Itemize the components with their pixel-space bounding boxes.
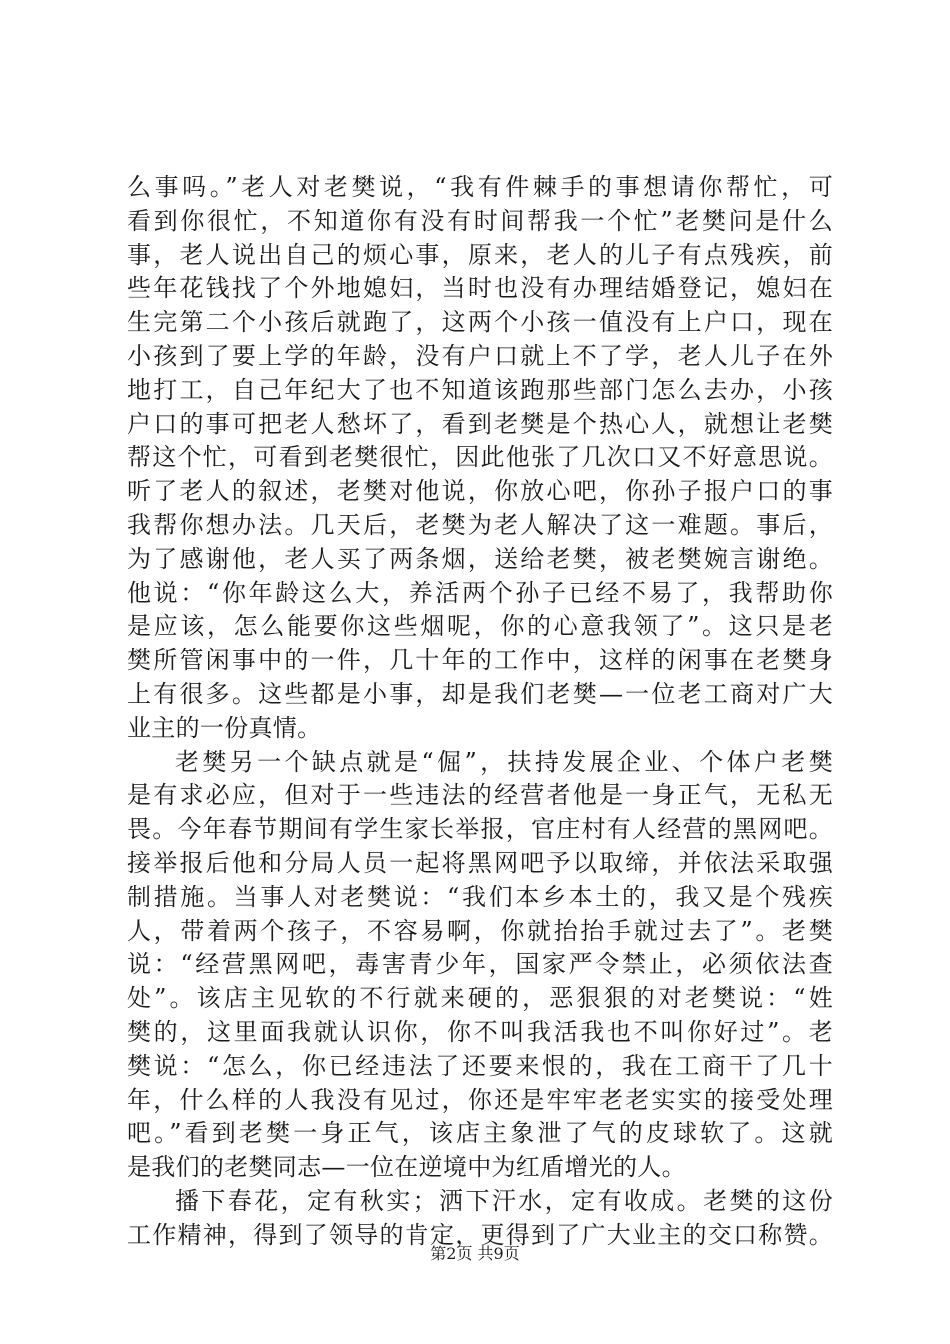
text-line: 我帮你想办法。几天后，老樊为老人解决了这一难题。事后， (127, 510, 833, 539)
text-line: 地打工，自己年纪大了也不知道该跑那些部门怎么去办，小孩 (127, 375, 833, 404)
text-line: 接举报后他和分局人员一起将黑网吧予以取缔，并依法采取强 (127, 848, 833, 877)
text-line: 么事吗。”老人对老樊说，“我有件棘手的事想请你帮忙，可 (127, 173, 833, 201)
text-line: 是应该，怎么能要你这些烟呢，你的心意我领了”。这只是老 (127, 612, 833, 641)
text-line: 吧。”看到老樊一身正气，该店主象泄了气的皮球软了。这就 (127, 1119, 833, 1148)
text-line: 是有求必应，但对于一些违法的经营者他是一身正气，无私无 (127, 781, 833, 810)
text-line: 工作精神，得到了领导的肯定，更得到了广大业主的交口称赞。 (127, 1220, 833, 1249)
text-line: 户口的事可把老人愁坏了，看到老樊是个热心人，就想让老樊 (127, 409, 833, 438)
text-line: 生完第二个小孩后就跑了，这两个小孩一值没有上户口，现在 (127, 308, 833, 337)
text-line: 人，带着两个孩子，不容易啊，你就抬抬手就过去了”。老樊 (127, 916, 833, 945)
text-line: 小孩到了要上学的年龄，没有户口就上不了学，老人儿子在外 (127, 341, 833, 370)
text-line: 处”。该店主见软的不行就来硬的，恶狠狠的对老樊说：“姓 (127, 984, 833, 1013)
text-line: 业主的一份真情。 (127, 713, 322, 742)
text-line: 为了感谢他，老人买了两条烟，送给老樊，被老樊婉言谢绝。 (127, 544, 833, 573)
page-footer: 第2页 共9页 (430, 1244, 520, 1263)
text-line: 樊所管闲事中的一件，几十年的工作中，这样的闲事在老樊身 (127, 646, 833, 675)
text-line: 说：“经营黑网吧，毒害青少年，国家严令禁止，必须依法查 (127, 950, 833, 979)
text-line: 年，什么样的人我没有见过，你还是牢牢老老实实的接受处理 (127, 1085, 833, 1114)
body-text (127, 171, 833, 1253)
text-line: 畏。今年春节期间有学生家长举报，官庄村有人经营的黑网吧。 (127, 815, 833, 844)
text-line: 听了老人的叙述，老樊对他说，你放心吧，你孙子报户口的事 (127, 477, 833, 506)
text-line: 些年花钱找了个外地媳妇，当时也没有办理结婚登记，媳妇在 (127, 274, 833, 303)
text-line: 老樊另一个缺点就是“倔”，扶持发展企业、个体户老樊 (175, 747, 833, 776)
text-line: 他说：“你年龄这么大，养活两个孙子已经不易了，我帮助你 (127, 578, 833, 607)
text-line: 帮这个忙，可看到老樊很忙，因此他张了几次口又不好意思说。 (127, 443, 833, 472)
text-line: 看到你很忙，不知道你有没有时间帮我一个忙”老樊问是什么 (127, 206, 833, 235)
text-line: 事，老人说出自己的烦心事，原来，老人的儿子有点残疾，前 (127, 240, 833, 269)
text-line: 制措施。当事人对老樊说：“我们本乡本土的，我又是个残疾 (127, 882, 833, 911)
text-line: 上有很多。这些都是小事，却是我们老樊—一位老工商对广大 (127, 679, 833, 708)
text-line: 樊的，这里面我就认识你，你不叫我活我也不叫你好过”。老 (127, 1017, 833, 1046)
text-line: 樊说：“怎么，你已经违法了还要来恨的，我在工商干了几十 (127, 1051, 833, 1080)
text-line: 是我们的老樊同志—一位在逆境中为红盾增光的人。 (127, 1153, 686, 1182)
text-line: 播下春花，定有秋实；洒下汗水，定有收成。老樊的这份 (175, 1186, 833, 1215)
